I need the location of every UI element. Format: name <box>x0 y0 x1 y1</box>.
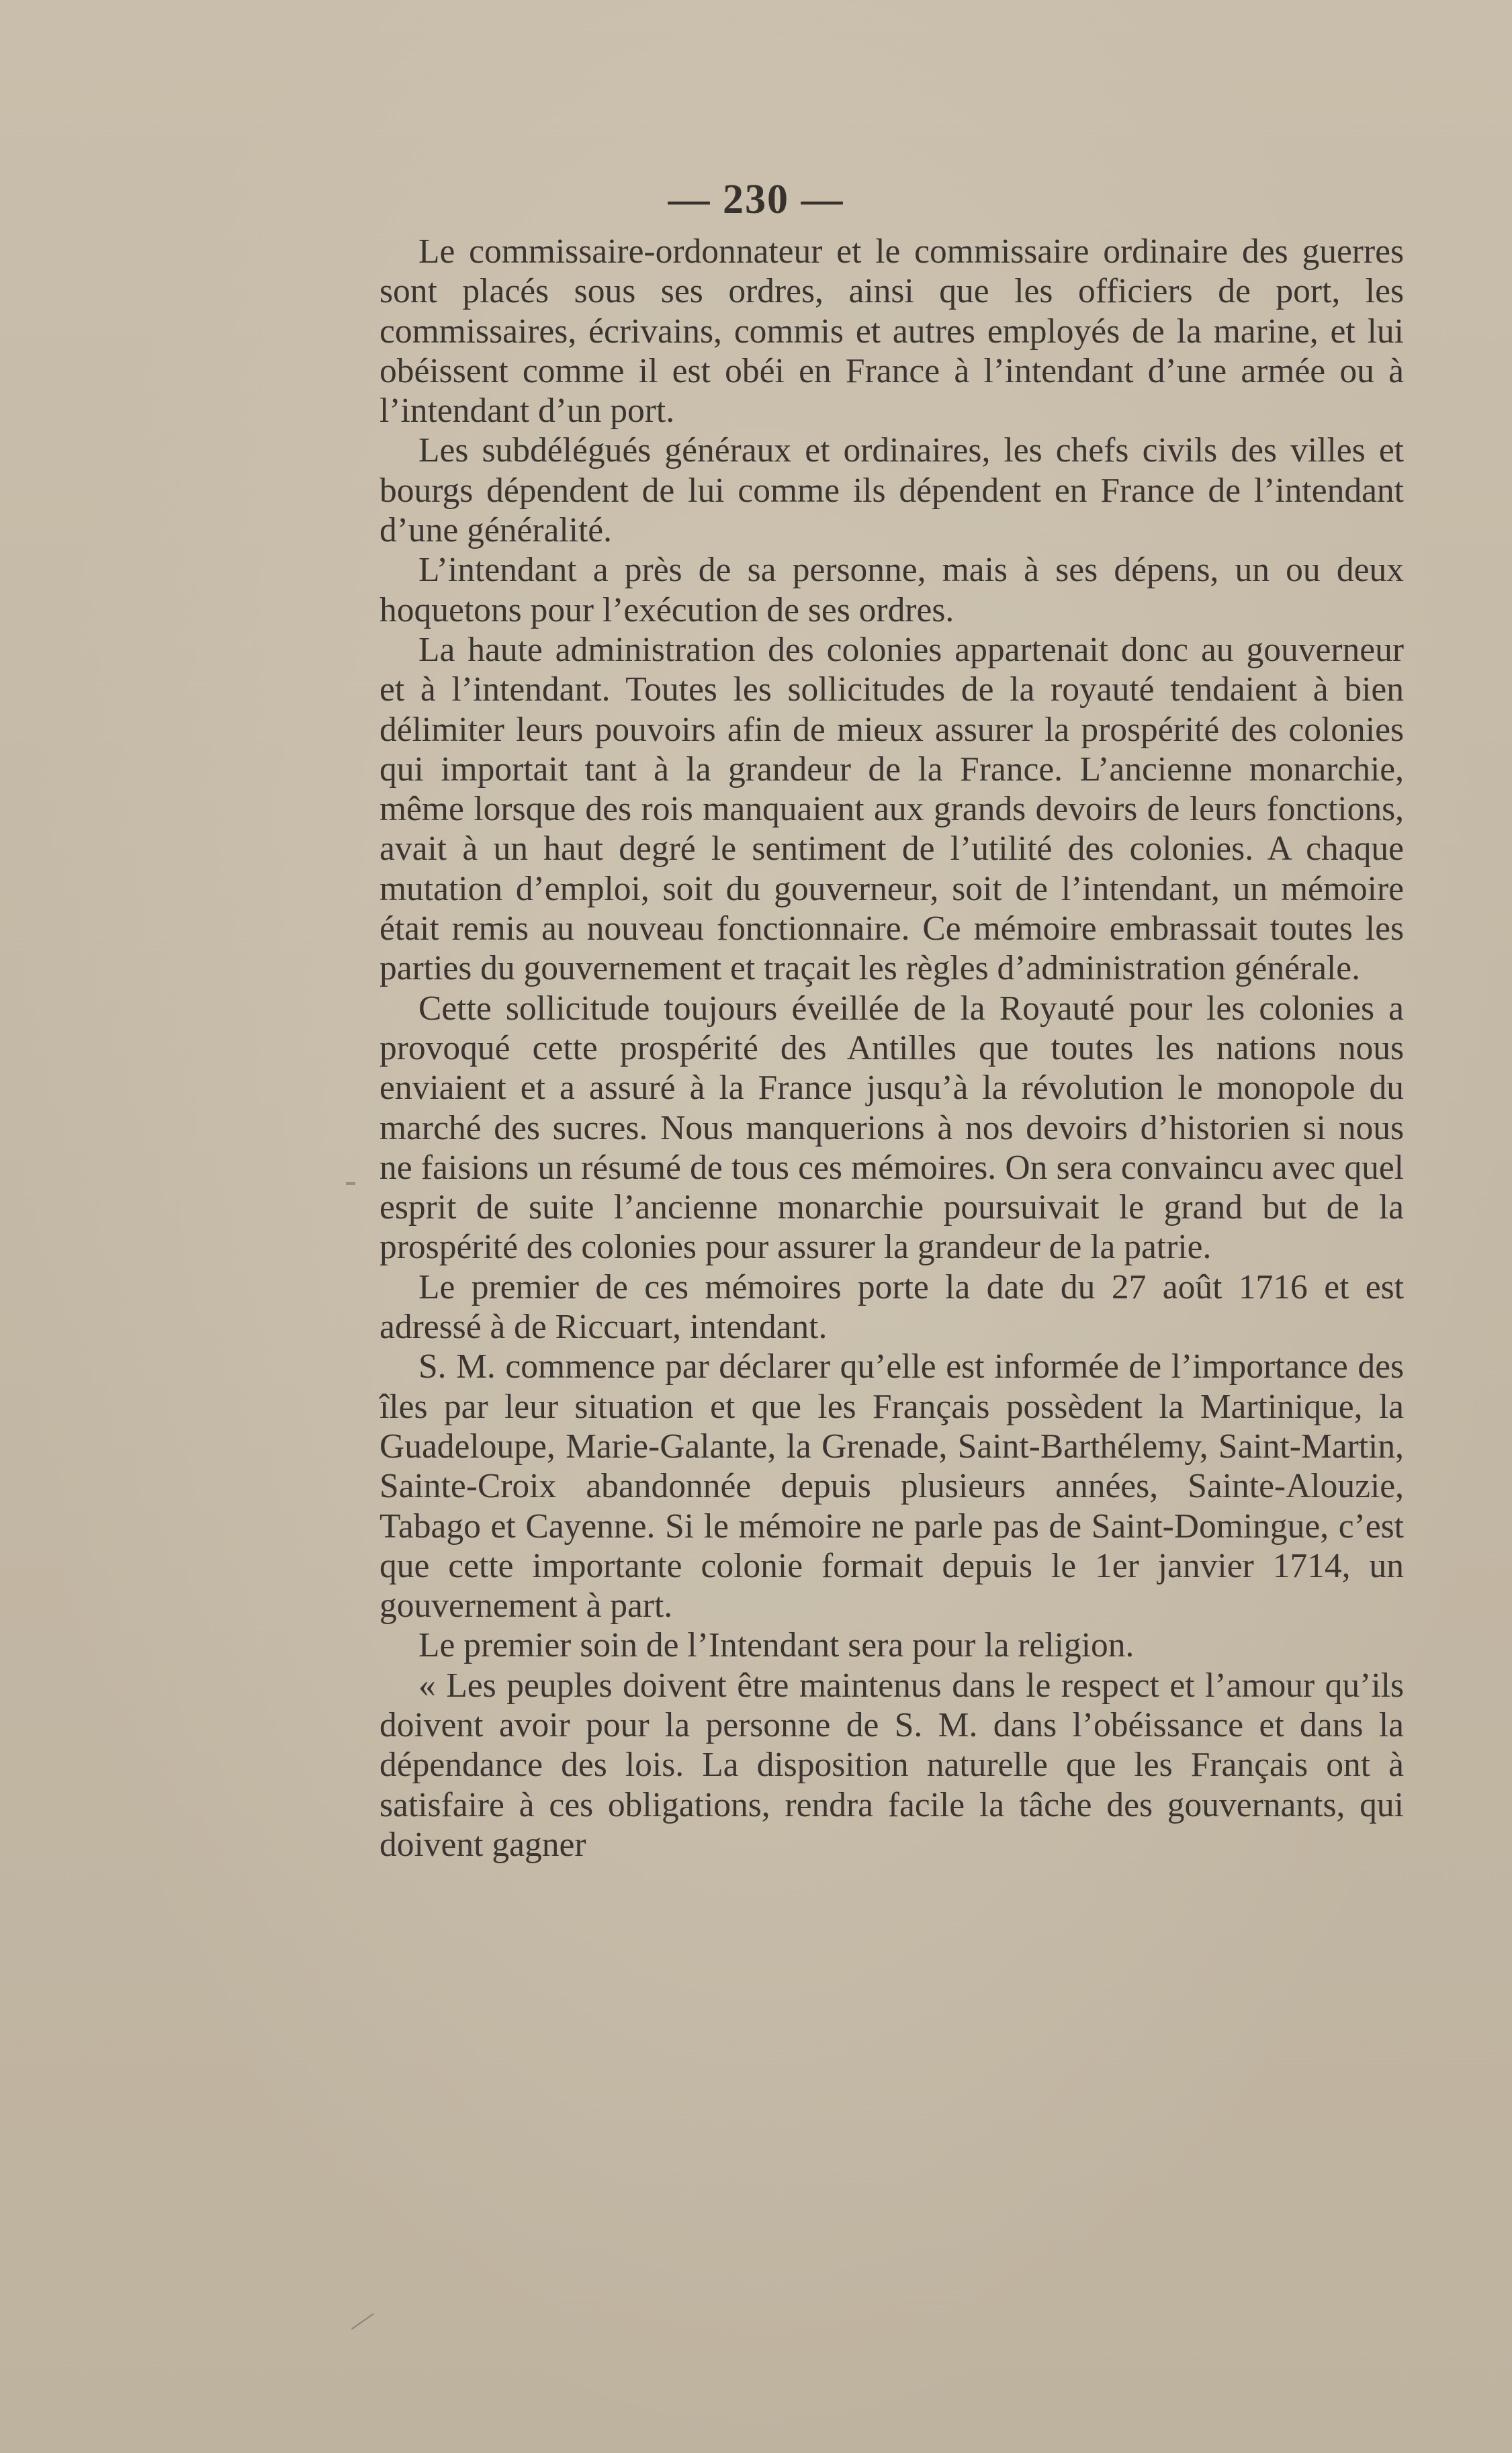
paragraph: S. M. commence par déclarer qu’elle est informée de l’importance des îles par leur situation et que les Français possèdent la Martinique, la Guadeloupe, Marie-Galante, la Grenade, Saint-Barthélemy, Saint-Martin, Sainte-Croix abandonnée depuis plusieurs années, Sainte-Alouzie, Tabago et Cayenne. Si le mémoire ne parle pas de Saint-Domingue, c’est que cette importante colonie formait depuis le 1er janvier 1714, un gouvernement à part. <box>380 1347 1404 1625</box>
body-text <box>380 232 1404 1865</box>
paragraph: L’intendant a près de sa personne, mais à ses dépens, un ou deux hoquetons pour l’exécution de ses ordres. <box>380 551 1404 629</box>
pencil-mark <box>351 2313 374 2330</box>
paragraph: La haute administration des colonies appartenait donc au gouverneur et à l’intendant. Toutes les sollicitudes de la royauté tendaient à bien délimiter leurs pouvoirs afin de mieux assurer la prospérité des colonies qui importait tant à la grandeur de la France. L’ancienne monarchie, même lorsque des rois manquaient aux grands devoirs de leurs fonctions, avait à un haut degré le sentiment de l’utilité des colonies. A chaque mutation d’emploi, soit du gouverneur, soit de l’intendant, un mémoire était remis au nouveau fonctionnaire. Ce mémoire embrassait toutes les parties du gouvernement et traçait les règles d’administration générale. <box>380 630 1404 988</box>
paragraph: Cette sollicitude toujours éveillée de la Royauté pour les colonies a provoqué cette prospérité des Antilles que toutes les nations nous enviaient et a assuré à la France jusqu’à la révolution le monopole du marché des sucres. Nous manquerions à nos devoirs d’historien si nous ne faisions un résumé de tous ces mémoires. On sera convaincu avec quel esprit de suite l’ancienne monarchie poursuivait le grand but de la prospérité des colonies pour assurer la grandeur de la patrie. <box>380 989 1404 1267</box>
paragraph: Le premier soin de l’Intendant sera pour la religion. <box>418 1626 1135 1665</box>
page-number: — 230 — <box>668 177 844 222</box>
paragraph: Le commissaire-ordonnateur et le commissaire ordinaire des guerres sont placés sous ses ordres, ainsi que les officiers de port, les commissaires, écrivains, commis et autres employés de la marine, et lui obéissent comme il est obéi en France à l’intendant d’une armée ou à l’intendant d’un port. <box>380 232 1404 431</box>
paragraph: Le premier de ces mémoires porte la date du 27 août 1716 et est adressé à de Riccuart, intendant. <box>380 1267 1404 1347</box>
paragraph: Les subdélégués généraux et ordinaires, les chefs civils des villes et bourgs dépendent de lui comme ils dépendent en France de l’intendant d’une généralité. <box>380 431 1404 550</box>
paragraph: « Les peuples doivent être maintenus dans le respect et l’amour qu’ils doivent avoir pour la personne de S. M. dans l’obéissance et dans la dépendance des lois. La disposition naturelle que les Français ont à satisfaire à ces obligations, rendra facile la tâche des gouvernants, qui doivent gagner <box>380 1666 1404 1864</box>
paper-stain <box>346 1182 355 1185</box>
